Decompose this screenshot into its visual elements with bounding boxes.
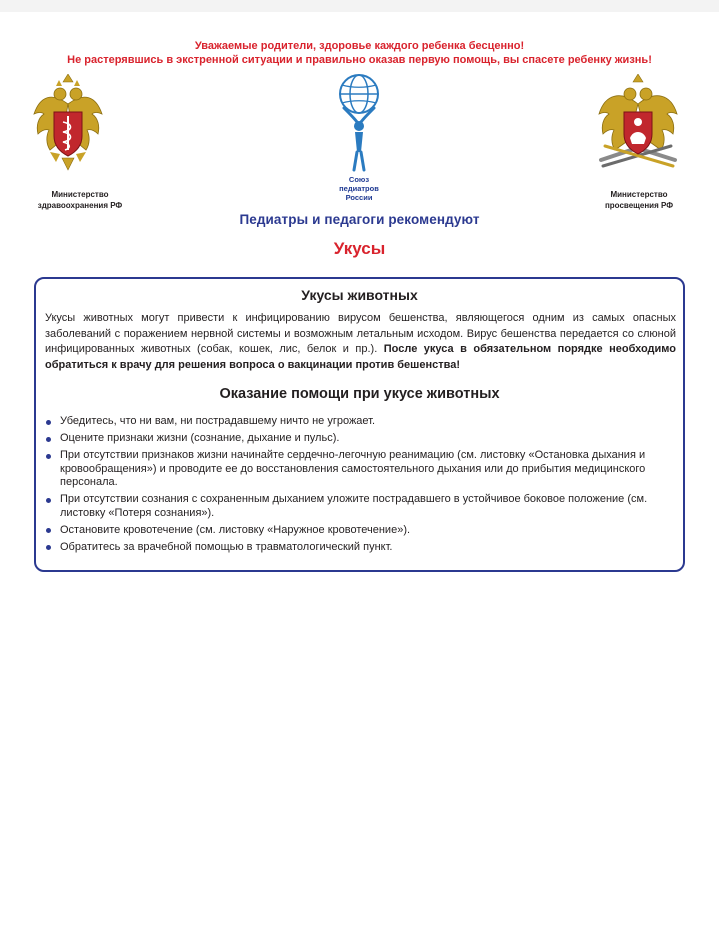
list-item — [45, 415, 676, 429]
spr-label-line-3: России — [345, 193, 373, 202]
list-item — [45, 524, 676, 538]
step-text: Обратитесь за врачебной помощью в травматологический пункт. — [60, 540, 393, 553]
intro-warning: После укуса в обязательном порядке необходимо обратиться к врачу для решения вопроса о вакцинации против бешенства! — [45, 343, 676, 371]
list-item — [45, 432, 676, 446]
header-line-1: Уважаемые родители, здоровье каждого ребенка бесценно! — [194, 40, 525, 52]
bites-heading: Укусы животных — [301, 287, 418, 303]
ministry-health-line-1: Министерство — [51, 190, 109, 199]
step-text: Остановите кровотечение (см. листовку «Наружное кровотечение»). — [60, 523, 411, 536]
recommend-heading: Педиатры и педагоги рекомендуют — [239, 212, 480, 227]
step-text: При отсутствии признаков жизни начинайте сердечно-легочную реанимацию (см. листовку «Остановка дыхания и кровообращения») и проводите ее до восстановления самостоятельного дыхания или до прибытия медицинского персонала. — [60, 449, 646, 488]
intro-paragraph — [45, 311, 676, 373]
ministry-health-emblem-icon — [32, 74, 104, 178]
bullet-icon — [46, 437, 51, 442]
pediatricians-union-label — [319, 175, 399, 202]
bullet-icon — [46, 420, 51, 425]
pediatricians-union-logo-icon — [330, 74, 388, 176]
spr-label-line-2: педиатров — [339, 184, 379, 193]
ministry-education-emblem-icon — [591, 74, 685, 178]
top-strip — [0, 0, 719, 12]
step-text: Убедитесь, что ни вам, ни пострадавшему ничто не угрожает. — [60, 415, 376, 427]
info-box — [34, 277, 685, 572]
ministry-education-label — [570, 189, 708, 211]
bullet-icon — [46, 528, 51, 533]
bullet-icon — [46, 545, 51, 550]
header-line-2: Не растерявшись в экстренной ситуации и правильно оказав первую помощь, вы спасете ребенку жизнь! — [67, 54, 652, 66]
page-title: Укусы — [333, 239, 386, 258]
step-text: Оцените признаки жизни (сознание, дыхание и пульс). — [60, 432, 340, 444]
bullet-icon — [46, 498, 51, 503]
ministry-health-label — [10, 189, 150, 211]
list-item — [45, 449, 676, 490]
intro-text: Укусы животных могут привести к инфицированию вирусом бешенства, являющегося одним из самых опасных заболеваний с поражением нервной системы и возможным летальным исходом. Вирус бешенства передается со слюной инфицированных животных (собак, кошек, лис, белок и пр.). — [45, 312, 676, 355]
bullet-icon — [46, 454, 51, 459]
help-steps-list — [45, 415, 676, 558]
ministry-health-line-2: здравоохранения РФ — [37, 201, 123, 210]
ministry-education-line-2: просвещения РФ — [604, 201, 674, 210]
help-heading: Оказание помощи при укусе животных — [219, 386, 500, 402]
step-text: При отсутствии сознания с сохраненным дыханием уложите пострадавшего в устойчивое боковое положение (см. листовку «Потеря сознания»). — [60, 493, 648, 519]
spr-label-line-1: Союз — [348, 175, 370, 184]
ministry-education-line-1: Министерство — [610, 190, 668, 199]
list-item — [45, 541, 676, 555]
list-item — [45, 493, 676, 520]
